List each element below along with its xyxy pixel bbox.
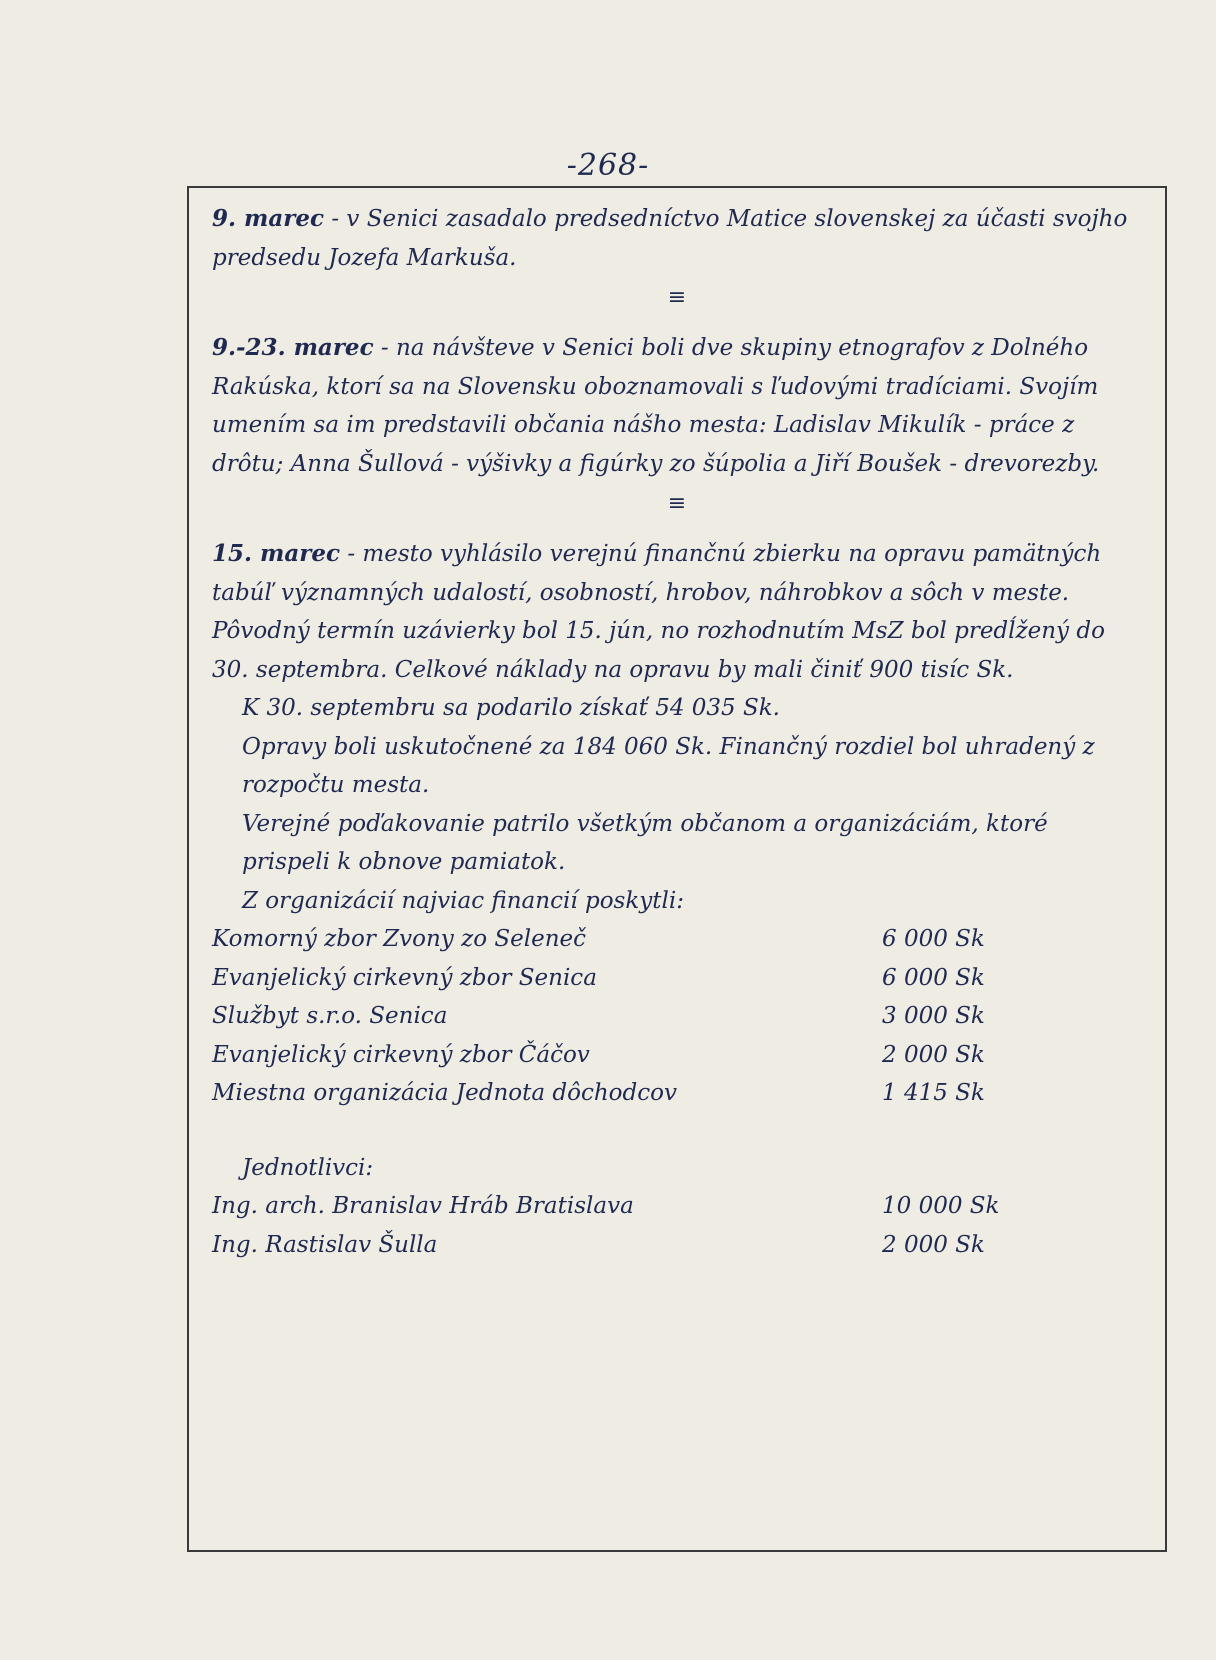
organizations-list bbox=[212, 920, 1142, 1113]
donor-amount: 10 000 Sk bbox=[882, 1193, 1000, 1219]
entry-text: - na návšteve v Senici boli dve skupiny etnografov z Dolného Rakúska, ktorí sa na Slovensku oboznamovali s ľudovými tradíciami. Svojím umením sa im predstavili občania nášho mesta: Ladislav Mikulík - práce z drôtu; Anna Šullová - výšivky a figúrky zo šúpolia a Jiří Boušek - drevorezby. bbox=[212, 335, 1100, 477]
page-number: -268- bbox=[566, 148, 650, 183]
donor-amount: 6 000 Sk bbox=[882, 964, 985, 991]
paragraph: Verejné poďakovanie patrilo všetkým občanom a organizáciám, ktoré prispeli k obnove pamiatok. bbox=[242, 810, 1048, 875]
chronicle-entry bbox=[212, 200, 1142, 277]
donor-row bbox=[212, 1036, 1142, 1075]
donor-row bbox=[212, 1226, 1142, 1265]
entry-date: 15. marec bbox=[212, 540, 341, 567]
chronicle-entry bbox=[212, 535, 1142, 689]
donor-name: Miestna organizácia Jednota dôchodcov bbox=[212, 1080, 677, 1106]
donor-amount: 6 000 Sk bbox=[882, 926, 985, 952]
chronicle-entry bbox=[212, 329, 1142, 483]
donor-row bbox=[212, 1187, 1142, 1226]
entry-date: 9. marec bbox=[212, 205, 325, 232]
entry-text: - v Senici zasadalo predsedníctvo Matice slovenskej za účasti svojho predsedu Jozefa Markuša. bbox=[212, 206, 1128, 271]
individuals-heading: Jednotlivci: bbox=[242, 1154, 374, 1181]
chronicle-content bbox=[212, 200, 1142, 1264]
donor-name: Službyt s.r.o. Senica bbox=[212, 1003, 448, 1029]
donor-name: Ing. Rastislav Šulla bbox=[212, 1231, 438, 1258]
donor-amount: 2 000 Sk bbox=[882, 1041, 985, 1068]
donor-amount: 1 415 Sk bbox=[882, 1080, 985, 1106]
donor-name: Ing. arch. Branislav Hráb Bratislava bbox=[212, 1193, 634, 1219]
paragraph: Z organizácií najviac financií poskytli: bbox=[242, 887, 684, 914]
separator-mark: ≡ bbox=[667, 285, 687, 310]
entry-date: 9.-23. marec bbox=[212, 334, 374, 361]
individuals-list bbox=[212, 1187, 1142, 1264]
donor-row bbox=[212, 920, 1142, 959]
donor-row bbox=[212, 1074, 1142, 1113]
donor-row bbox=[212, 959, 1142, 998]
donor-name: Komorný zbor Zvony zo Seleneč bbox=[212, 926, 587, 952]
paragraph: Opravy boli uskutočnené za 184 060 Sk. Finančný rozdiel bol uhradený z rozpočtu mesta. bbox=[242, 733, 1095, 798]
donor-amount: 2 000 Sk bbox=[882, 1231, 985, 1258]
entry-text: - mesto vyhlásilo verejnú finančnú zbierku na opravu pamätných tabúľ významných udalostí, osobností, hrobov, náhrobkov a sôch v meste. Pôvodný termín uzávierky bol 15. jún, no rozhodnutím MsZ bol predĺžený do 30. septembra. Celkové náklady na opravu by mali činiť 900 tisíc Sk. bbox=[212, 541, 1105, 683]
donor-name: Evanjelický cirkevný zbor Senica bbox=[212, 964, 597, 991]
paragraph: K 30. septembru sa podarilo získať 54 035 Sk. bbox=[242, 695, 780, 721]
donor-row bbox=[212, 997, 1142, 1036]
separator-mark: ≡ bbox=[667, 491, 687, 516]
donor-amount: 3 000 Sk bbox=[882, 1003, 985, 1029]
donor-name: Evanjelický cirkevný zbor Čáčov bbox=[212, 1041, 590, 1068]
